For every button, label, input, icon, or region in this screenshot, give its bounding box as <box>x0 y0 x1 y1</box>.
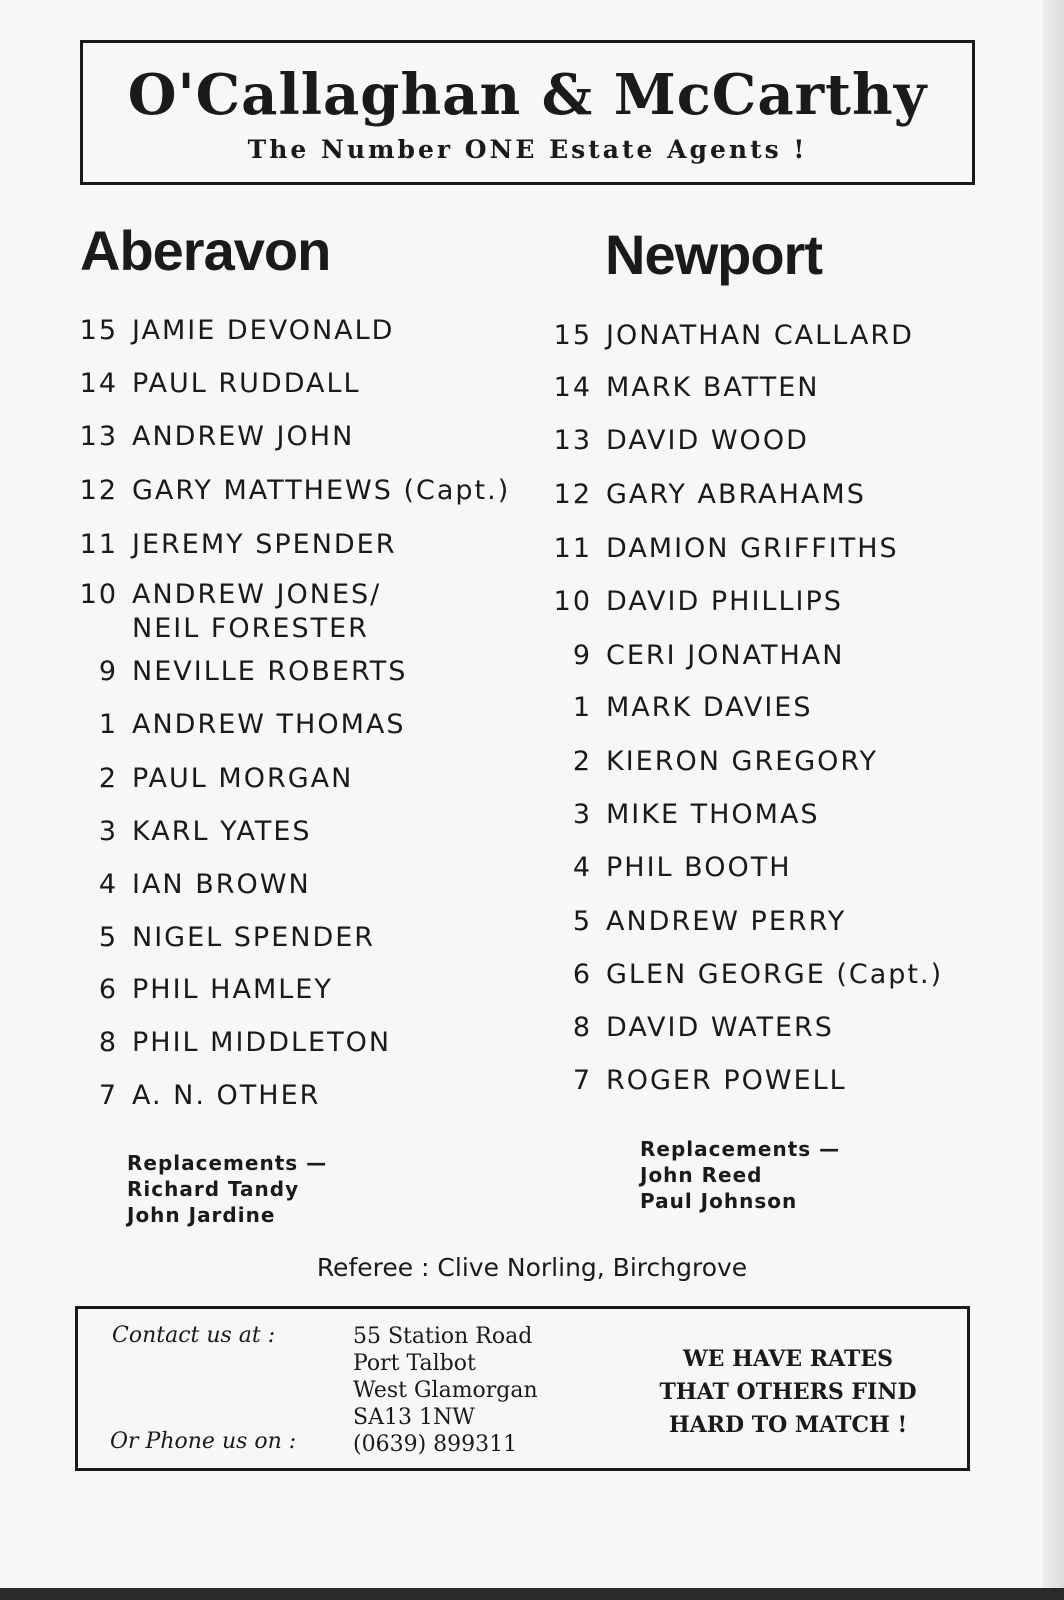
player-number: 7 <box>98 1080 118 1111</box>
player-number: 9 <box>98 656 118 687</box>
slogan-line: THAT OTHERS FIND <box>659 1379 917 1405</box>
player-name: ROGER POWELL <box>606 1065 847 1096</box>
player-name: ANDREW JOHN <box>132 421 355 452</box>
address-line: Port Talbot <box>353 1351 476 1376</box>
player-number: 10 <box>553 586 592 617</box>
replacement-player: John Reed <box>640 1163 763 1187</box>
player-row <box>68 1079 320 1113</box>
player-name: DAVID WOOD <box>606 425 809 456</box>
player-number: 1 <box>572 692 592 723</box>
player-name: MARK DAVIES <box>606 692 813 723</box>
contact-address <box>353 1323 538 1458</box>
player-row <box>542 851 792 885</box>
player-number: 6 <box>572 959 592 990</box>
player-name: KIERON GREGORY <box>606 746 878 777</box>
player-row <box>542 905 846 939</box>
player-number: 4 <box>572 852 592 883</box>
team-name-newport: Newport <box>605 223 822 286</box>
player-row <box>68 973 333 1007</box>
player-number: 1 <box>98 709 118 740</box>
player-row <box>68 314 394 348</box>
player-row <box>542 1011 834 1045</box>
player-row <box>68 815 312 849</box>
player-number: 2 <box>572 746 592 777</box>
player-number: 13 <box>79 421 118 452</box>
player-number: 14 <box>553 372 592 403</box>
player-row <box>542 532 899 566</box>
player-number: 5 <box>98 922 118 953</box>
replacement-player: Richard Tandy <box>127 1177 300 1201</box>
referee-line: Referee : Clive Norling, Birchgrove <box>316 1253 748 1282</box>
company-name: O'Callaghan & McCarthy <box>127 62 928 128</box>
player-row <box>68 762 353 796</box>
player-row <box>68 868 311 902</box>
player-name: PAUL RUDDALL <box>132 368 361 399</box>
player-number: 5 <box>572 906 592 937</box>
player-name: CERI JONATHAN <box>606 640 845 671</box>
player-row <box>542 798 820 832</box>
player-number: 12 <box>553 479 592 510</box>
player-number: 15 <box>79 315 118 346</box>
player-row <box>68 367 361 401</box>
phone-number: (0639) 899311 <box>353 1432 518 1457</box>
player-name: JEREMY SPENDER <box>132 529 397 560</box>
player-name: DAVID WATERS <box>606 1012 834 1043</box>
player-name: ANDREW THOMAS <box>132 709 406 740</box>
slogan-line: HARD TO MATCH ! <box>668 1412 908 1438</box>
player-row <box>542 319 914 353</box>
player-row <box>68 655 407 689</box>
player-row <box>68 708 406 742</box>
phone-label: Or Phone us on : <box>110 1429 297 1454</box>
replacements-title: Replacements — <box>640 1137 841 1161</box>
rates-slogan <box>638 1343 938 1442</box>
player-name: ANDREW JONES/ <box>132 579 382 610</box>
player-row <box>542 691 813 725</box>
team-name-aberavon: Aberavon <box>80 219 331 282</box>
address-line: West Glamorgan <box>353 1378 538 1403</box>
player-name: PHIL BOOTH <box>606 852 792 883</box>
player-row <box>542 1064 847 1098</box>
player-number: 2 <box>98 763 118 794</box>
player-number: 3 <box>572 799 592 830</box>
player-name: A. N. OTHER <box>132 1080 321 1111</box>
advert-header <box>80 40 975 185</box>
address-line: SA13 1NW <box>353 1405 475 1430</box>
player-name-continuation: NEIL FORESTER <box>132 613 369 644</box>
player-row <box>542 745 878 779</box>
player-name: JAMIE DEVONALD <box>132 315 395 346</box>
player-row <box>542 478 866 512</box>
player-number: 8 <box>572 1012 592 1043</box>
player-number: 8 <box>98 1027 118 1058</box>
player-row <box>542 958 943 992</box>
address-line: 55 Station Road <box>353 1324 533 1349</box>
player-number: 6 <box>98 974 118 1005</box>
player-name: PAUL MORGAN <box>132 763 354 794</box>
player-row <box>542 585 843 619</box>
slogan-line: WE HAVE RATES <box>682 1346 894 1372</box>
player-name: PHIL MIDDLETON <box>132 1027 392 1058</box>
aberavon-replacements <box>127 1150 327 1228</box>
player-row <box>68 474 510 508</box>
player-number: 12 <box>79 475 118 506</box>
player-name: MIKE THOMAS <box>606 799 820 830</box>
player-number: 14 <box>79 368 118 399</box>
player-row <box>68 921 375 955</box>
player-name: KARL YATES <box>132 816 312 847</box>
replacements-title: Replacements — <box>127 1151 328 1175</box>
newport-replacements <box>640 1136 840 1214</box>
player-row <box>68 1026 391 1060</box>
player-name: NIGEL SPENDER <box>132 922 376 953</box>
player-number: 4 <box>98 869 118 900</box>
player-number: 13 <box>553 425 592 456</box>
player-name: PHIL HAMLEY <box>132 974 333 1005</box>
player-name: MARK BATTEN <box>606 372 820 403</box>
player-name: GLEN GEORGE (Capt.) <box>606 959 944 990</box>
player-number: 3 <box>98 816 118 847</box>
contact-box <box>75 1306 970 1471</box>
player-row <box>68 528 397 562</box>
player-number: 10 <box>79 579 118 610</box>
company-tagline: The Number ONE Estate Agents ! <box>247 135 808 164</box>
player-row <box>542 424 809 458</box>
player-name: GARY ABRAHAMS <box>606 479 866 510</box>
replacement-player: John Jardine <box>127 1203 276 1227</box>
player-row <box>68 578 381 612</box>
contact-label: Contact us at : <box>112 1323 276 1348</box>
player-number: 9 <box>572 640 592 671</box>
player-number: 11 <box>553 533 592 564</box>
page-edge <box>1042 0 1064 1600</box>
player-name: IAN BROWN <box>132 869 311 900</box>
player-name: GARY MATTHEWS (Capt.) <box>132 475 511 506</box>
replacement-player: Paul Johnson <box>640 1189 798 1213</box>
player-number: 11 <box>79 529 118 560</box>
player-row <box>542 371 819 405</box>
player-name: DAVID PHILLIPS <box>606 586 843 617</box>
player-name: ANDREW PERRY <box>606 906 847 937</box>
player-row <box>542 639 844 673</box>
player-row <box>68 420 354 454</box>
player-name: DAMION GRIFFITHS <box>606 533 899 564</box>
player-name: NEVILLE ROBERTS <box>132 656 408 687</box>
bottom-edge <box>0 1588 1064 1600</box>
player-number: 7 <box>572 1065 592 1096</box>
player-number: 15 <box>553 320 592 351</box>
player-name: JONATHAN CALLARD <box>606 320 914 351</box>
